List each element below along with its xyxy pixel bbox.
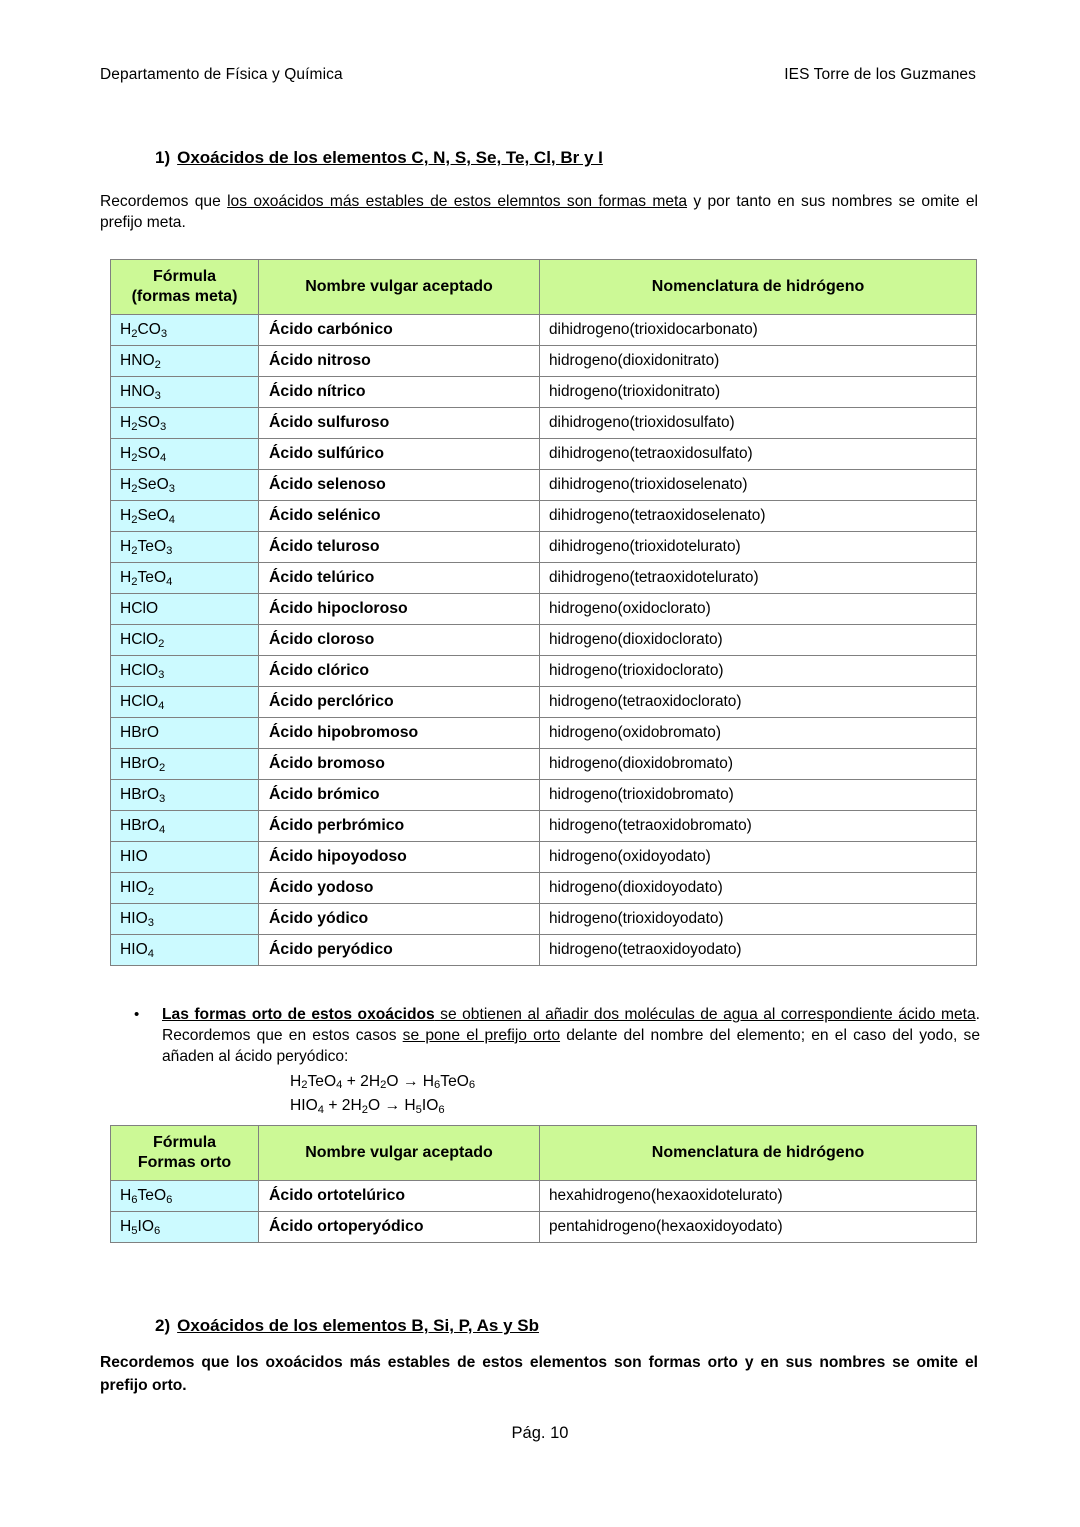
table-row [111,780,977,811]
intro-paragraph-2: Recordemos que los oxoácidos más estables de estos elementos son formas orto y en sus nombres se omite el prefijo orto. [100,1354,978,1395]
cell-hydrogen-nomenclature: hidrogeno(tetraoxidoclorato) [540,687,977,718]
cell-formula: $H_2TeO_4$ [111,563,259,594]
cell-vulgar-name: Ácido yódico [259,904,540,935]
section-2-title: Oxoácidos de los elementos B, Si, P, As y Sb [177,1316,539,1335]
cell-vulgar-name: Ácido cloroso [259,625,540,656]
bullet-paragraph [162,1005,980,1118]
oxoacids-orto-table [110,1125,977,1243]
table2-header-vulgar: Nombre vulgar aceptado [259,1126,540,1181]
table-row [111,749,977,780]
cell-vulgar-name: Ácido sulfúrico [259,439,540,470]
eq2-arrow: → [384,1096,401,1114]
cell-formula: $H_5IO_6$ [111,1212,259,1243]
cell-formula: $HIO_4$ [111,935,259,966]
cell-vulgar-name: Ácido peryódico [259,935,540,966]
cell-vulgar-name: Ácido ortotelúrico [259,1181,540,1212]
table-row [111,532,977,563]
cell-formula: $HIO_3$ [111,904,259,935]
table-row [111,470,977,501]
cell-formula: HClO$_4$ [111,687,259,718]
cell-hydrogen-nomenclature: pentahidrogeno(hexaoxidoyodato) [540,1212,977,1243]
cell-hydrogen-nomenclature: hidrogeno(trioxidoyodato) [540,904,977,935]
section-2-heading [155,1316,539,1336]
cell-hydrogen-nomenclature: hidrogeno(dioxidoclorato) [540,625,977,656]
section-1-heading [155,148,603,168]
cell-hydrogen-nomenclature: hidrogeno(dioxidobromato) [540,749,977,780]
section-2-number: 2) [155,1316,171,1335]
cell-vulgar-name: Ácido clórico [259,656,540,687]
table-row [111,377,977,408]
eq2-reactant1: $HIO_4$ [290,1096,324,1116]
cell-vulgar-name: Ácido nítrico [259,377,540,408]
oxoacids-meta-table [110,259,977,966]
running-head [100,66,976,84]
cell-hydrogen-nomenclature: dihidrogeno(tetraoxidoselenato) [540,501,977,532]
cell-vulgar-name: Ácido brómico [259,780,540,811]
cell-formula: HBrO [111,718,259,749]
table-row [111,687,977,718]
table1-header-formula [111,260,259,315]
running-head-right: IES Torre de los Guzmanes [784,66,976,83]
cell-vulgar-name: Ácido selenoso [259,470,540,501]
cell-formula: $H_6TeO_6$ [111,1181,259,1212]
table1-body [111,315,977,966]
table-row [111,873,977,904]
table2-header-row [111,1126,977,1181]
eq2-reactant2: $2H_2O$ [341,1096,381,1116]
cell-vulgar-name: Ácido ortoperyódico [259,1212,540,1243]
cell-hydrogen-nomenclature: hidrogeno(oxidobromato) [540,718,977,749]
cell-formula: HClO$_2$ [111,625,259,656]
table-row [111,842,977,873]
table-row [111,718,977,749]
intro1-part1: Recordemos que [100,193,228,210]
cell-vulgar-name: Ácido bromoso [259,749,540,780]
cell-formula: $H_2SO_3$ [111,408,259,439]
cell-formula: $H_2SeO_4$ [111,501,259,532]
orto-forms-bullet [130,1005,980,1118]
equation-2 [290,1094,980,1118]
cell-vulgar-name: Ácido hipoyodoso [259,842,540,873]
table-row [111,346,977,377]
cell-vulgar-name: Ácido sulfuroso [259,408,540,439]
table1-header-vulgar: Nombre vulgar aceptado [259,260,540,315]
eq1-arrow: → [402,1072,419,1090]
section-1-title: Oxoácidos de los elementos C, N, S, Se, Te, Cl, Br y I [177,148,603,167]
cell-formula: $HNO_3$ [111,377,259,408]
running-head-left: Departamento de Física y Química [100,66,343,83]
table-row [111,1181,977,1212]
intro-paragraph-1 [100,192,978,233]
bullet-bold-underlined: Las formas orto de estos oxoácidos [162,1006,435,1023]
equation-1 [290,1070,980,1094]
eq2-plus: + [328,1096,338,1114]
bullet-underlined-2: se pone el prefijo orto [402,1026,561,1044]
cell-formula: $HNO_2$ [111,346,259,377]
table2-body [111,1181,977,1243]
table-row [111,439,977,470]
table-row [111,501,977,532]
table-row [111,904,977,935]
cell-hydrogen-nomenclature: dihidrogeno(trioxidotelurato) [540,532,977,563]
cell-hydrogen-nomenclature: hexahidrogeno(hexaoxidotelurato) [540,1181,977,1212]
bullet-tail: delante del nombre del elemento; en el caso del yodo, se añaden al ácido peryódico: [162,1026,980,1065]
cell-hydrogen-nomenclature: dihidrogeno(trioxidosulfato) [540,408,977,439]
cell-vulgar-name: Ácido hipocloroso [259,594,540,625]
cell-formula: $HIO_2$ [111,873,259,904]
cell-hydrogen-nomenclature: hidrogeno(tetraoxidobromato) [540,811,977,842]
bullet-underlined-rest: se obtienen al añadir dos moléculas de agua al correspondiente ácido meta [434,1006,976,1023]
cell-formula: HIO [111,842,259,873]
bullet-mid: . Recordemos que en estos casos [162,1006,980,1044]
cell-hydrogen-nomenclature: hidrogeno(dioxidoyodato) [540,873,977,904]
cell-vulgar-name: Ácido perbrómico [259,811,540,842]
cell-vulgar-name: Ácido nitroso [259,346,540,377]
cell-formula: HClO$_3$ [111,656,259,687]
cell-vulgar-name: Ácido selénico [259,501,540,532]
page-footer [0,1424,1080,1443]
cell-formula: HBrO$_4$ [111,811,259,842]
table1-header-row [111,260,977,315]
cell-formula: $H_2SeO_3$ [111,470,259,501]
table2-header-formula-line2: Formas orto [137,1154,232,1171]
table-row [111,811,977,842]
table2-header-formula-line1: Fórmula [152,1133,217,1151]
cell-hydrogen-nomenclature: dihidrogeno(trioxidocarbonato) [540,315,977,346]
table-row [111,656,977,687]
cell-formula: HBrO$_2$ [111,749,259,780]
cell-hydrogen-nomenclature: dihidrogeno(tetraoxidosulfato) [540,439,977,470]
table-row [111,625,977,656]
cell-formula: $H_2CO_3$ [111,315,259,346]
table-row [111,935,977,966]
eq1-product: $H_6TeO_6$ [422,1072,476,1092]
table-row [111,594,977,625]
table2-header-nomen: Nomenclatura de hidrógeno [540,1126,977,1181]
table1-header-formula-line2: (formas meta) [131,288,238,305]
cell-hydrogen-nomenclature: hidrogeno(trioxidonitrato) [540,377,977,408]
table1-header-formula-line1: Fórmula [152,267,217,285]
cell-hydrogen-nomenclature: hidrogeno(oxidoclorato) [540,594,977,625]
cell-vulgar-name: Ácido perclórico [259,687,540,718]
bullet-marker: • [134,1006,140,1023]
cell-hydrogen-nomenclature: hidrogeno(trioxidobromato) [540,780,977,811]
cell-vulgar-name: Ácido telúrico [259,563,540,594]
table-row [111,315,977,346]
cell-hydrogen-nomenclature: hidrogeno(oxidoyodato) [540,842,977,873]
eq1-plus: + [346,1072,356,1090]
cell-hydrogen-nomenclature: hidrogeno(tetraoxidoyodato) [540,935,977,966]
eq1-reactant2: $2H_2O$ [360,1072,399,1092]
intro1-part2: y por tanto en sus nombres se omite el prefijo meta. [100,193,978,231]
cell-vulgar-name: Ácido hipobromoso [259,718,540,749]
cell-hydrogen-nomenclature: dihidrogeno(tetraoxidotelurato) [540,563,977,594]
cell-hydrogen-nomenclature: hidrogeno(trioxidoclorato) [540,656,977,687]
cell-hydrogen-nomenclature: dihidrogeno(trioxidoselenato) [540,470,977,501]
cell-vulgar-name: Ácido teluroso [259,532,540,563]
table-row [111,1212,977,1243]
section-1-number: 1) [155,148,171,167]
table1-header-nomen: Nomenclatura de hidrógeno [540,260,977,315]
table2-header-formula [111,1126,259,1181]
table-row [111,563,977,594]
cell-formula: HClO [111,594,259,625]
eq1-reactant1: $H_2TeO_4$ [290,1072,343,1092]
cell-formula: HBrO$_3$ [111,780,259,811]
cell-formula: $H_2TeO_3$ [111,532,259,563]
cell-hydrogen-nomenclature: hidrogeno(dioxidonitrato) [540,346,977,377]
intro1-underlined: los oxoácidos más estables de estos elemntos son formas meta [227,193,688,210]
eq2-product: $H_5IO_6$ [404,1096,445,1116]
cell-vulgar-name: Ácido yodoso [259,873,540,904]
page-number: Pág. 10 [511,1424,569,1442]
table-row [111,408,977,439]
cell-vulgar-name: Ácido carbónico [259,315,540,346]
equations-block [162,1070,980,1118]
cell-formula: $H_2SO_4$ [111,439,259,470]
